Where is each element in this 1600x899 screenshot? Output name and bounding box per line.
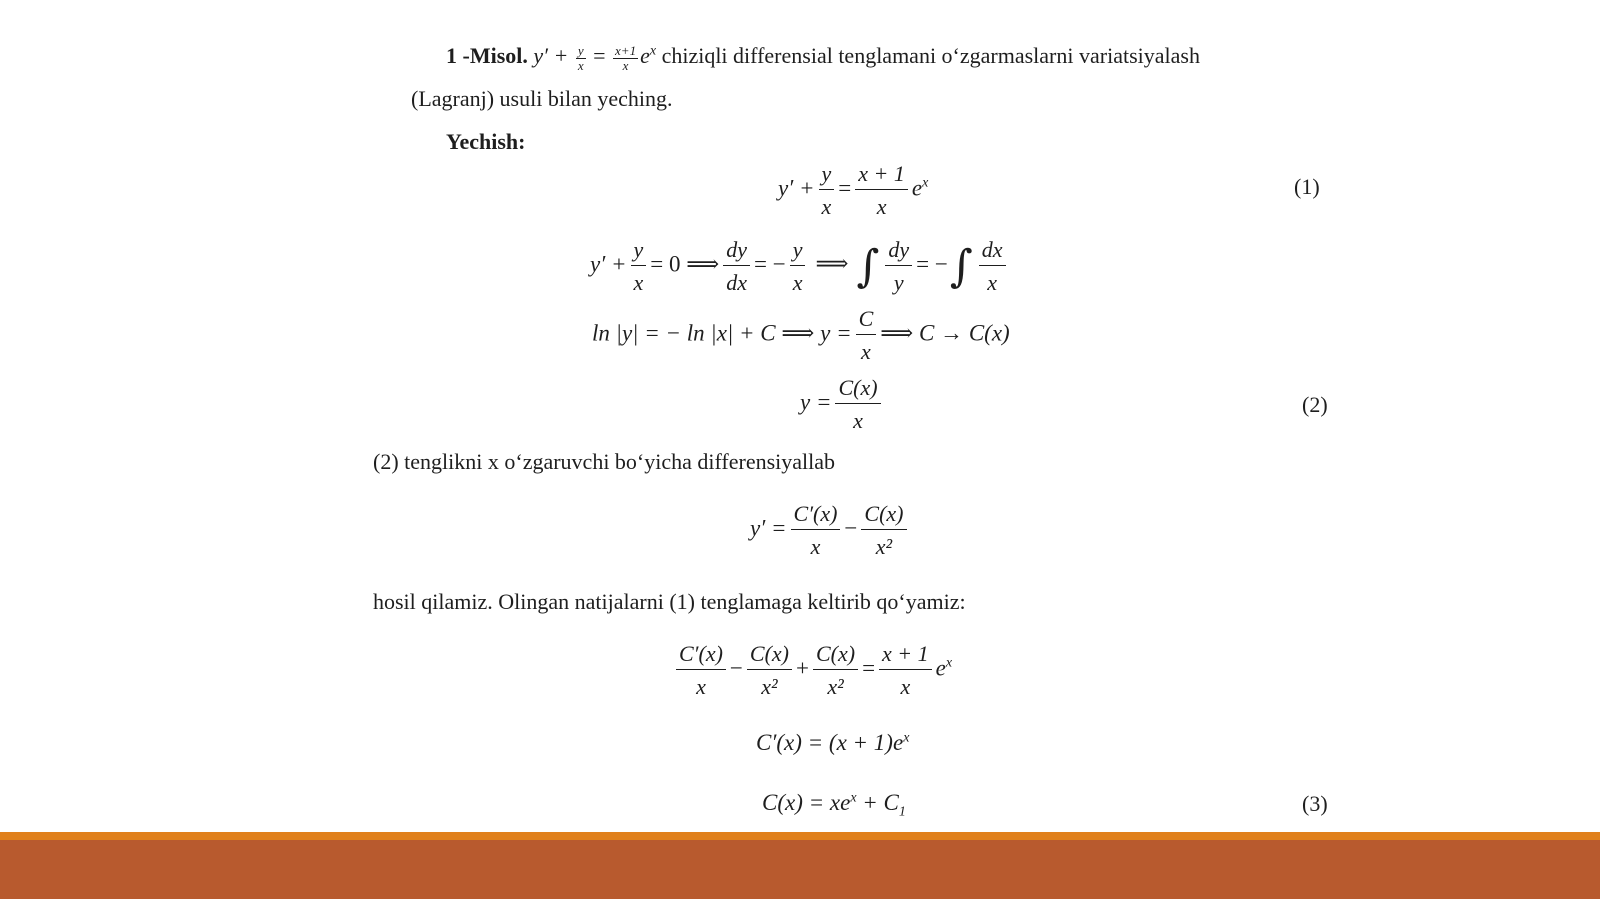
equation-log: ln |y| = − ln |x| + C ⟹ y = $\frac{C}{x}$ ⟹ C → C(x) — [592, 306, 1010, 364]
problem-statement-line1 — [446, 44, 1200, 72]
paragraph-substitute: hosil qilamiz. Olingan natijalarni (1) tenglamaga keltirib qo‘yamiz: — [373, 589, 966, 614]
problem-eq-lhs: y′ + — [533, 43, 574, 69]
equation-2-number: (2) — [1302, 392, 1328, 417]
equation-3: $C(x) = xe^x + C_1$ — [762, 790, 906, 820]
equation-3-number: (3) — [1302, 791, 1328, 816]
problem-statement-line2: (Lagranj) usuli bilan yeching. — [411, 86, 673, 111]
integral-sign: ∫ — [856, 240, 880, 292]
problem-text: chiziqli differensial tenglamani o‘zgarmaslarni variatsiyalash — [656, 43, 1200, 69]
paragraph-differentiate: (2) tenglikni x o‘zgaruvchi bo‘yicha differensiyallab — [373, 449, 836, 474]
equation-substitution: $\frac{C'(x)}{x}$ − $\frac{C(x)}{\text{x²}}$ + $\frac{C(x)}{\text{x²}}$ = $\frac{x + 1}{x}$ $e^x$ — [672, 640, 952, 700]
footer-accent-line — [0, 832, 1600, 840]
problem-eq-exp: $e^x$ — [640, 43, 657, 69]
equation-derivative: y′ = $\frac{C'(x)}{x}$ − $\frac{C(x)}{\text{x²}}$ — [750, 500, 911, 560]
problem-label: 1 -Misol. — [446, 43, 528, 69]
problem-eq-rhs-frac: $\frac{x+1}{x}$ — [615, 43, 637, 73]
problem-eq-mid: = — [587, 43, 612, 69]
problem-eq-frac: $\frac{y}{x}$ — [577, 43, 584, 73]
equation-1: y′ + $\frac{y}{x}$ = $\frac{x + 1}{x}$ $e^x$ — [778, 161, 929, 219]
equation-1-number: (1) — [1294, 174, 1320, 199]
equation-2: y = $\frac{C(x)}{x}$ — [800, 374, 885, 434]
solution-heading: Yechish: — [446, 129, 526, 154]
footer-bar — [0, 840, 1600, 899]
equation-homogeneous: y′ + $\frac{y}{x}$ = 0 ⟹ $\frac{dy}{dx}$ = − $\frac{y}{x}$ ⟹ ∫ $\frac{dy}{y}$ = −∫ $\frac{dx}{x}$ — [590, 236, 1010, 296]
equation-cprime: $C'(x) = (x + 1)e^x$ — [756, 730, 910, 755]
integral-sign: ∫ — [949, 240, 973, 292]
